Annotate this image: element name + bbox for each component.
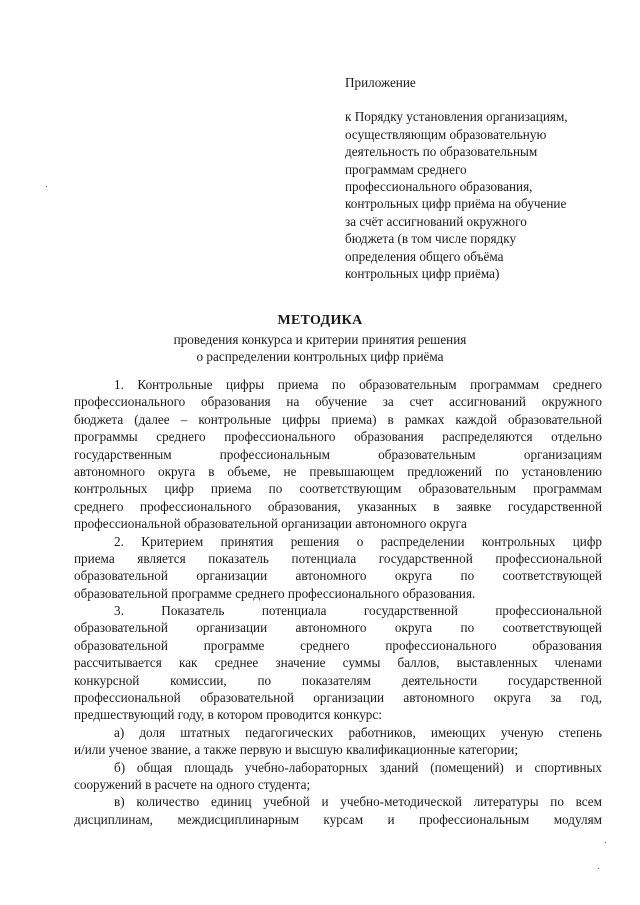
body-line: дисциплинам, междисциплинарным курсам и профессиональным модулям	[74, 811, 602, 827]
body-line: программы среднего профессионального образования распределяются отдельно	[74, 429, 602, 445]
scan-speck	[598, 868, 599, 869]
appendix-line: осуществляющим образовательную	[345, 126, 547, 142]
body-line: 3. Показатель потенциала государственной профессиональной	[114, 603, 602, 619]
body-line: контрольных цифр приема по соответствующим образовательным программам	[74, 481, 602, 497]
body-line: а) доля штатных педагогических работников, имеющих ученую степень	[114, 724, 602, 740]
body-line: 1. Контрольные цифры приема по образовательным программам среднего	[114, 377, 602, 392]
appendix-line: за счёт ассигнований окружного	[345, 213, 527, 229]
body-line: сооружений в расчете на одного студента;	[74, 776, 311, 792]
body-line: конкурсной комиссии, по показателям деятельности государственной	[74, 672, 602, 688]
body-line: и/или ученое звание, а также первую и высшую квалификационные категории;	[74, 742, 519, 758]
body-line: образовательной программе среднего профессионального образования.	[74, 585, 476, 601]
body-line: профессиональной образовательной организации автономного округа	[74, 516, 467, 532]
body-line: 2. Критерием принятия решения о распределении контрольных цифр	[114, 533, 602, 549]
scan-speck	[605, 842, 606, 843]
body-line: профессиональной образовательной организации автономного округа за год,	[74, 690, 602, 706]
appendix-line: бюджета (в том числе порядку	[345, 231, 517, 247]
appendix-line: деятельность по образовательным	[345, 144, 538, 160]
body-line: государственным профессиональным образовательным организациям	[74, 446, 602, 462]
appendix-block	[345, 74, 610, 282]
body-line: образовательной организации автономного округа по соответствующей	[74, 568, 602, 584]
appendix-line: контрольных цифр приёма на обучение	[345, 196, 567, 212]
body-line: образовательной организации автономного округа по соответствующей	[74, 620, 602, 636]
appendix-title: Приложение	[345, 75, 416, 90]
body-line: в) количество единиц учебной и учебно-методической литературы по всем	[114, 794, 602, 810]
body-line: среднего профессионального образования, указанных в заявке государственной	[74, 498, 602, 514]
appendix-line: программам среднего	[345, 161, 467, 177]
body-line: образовательной программе среднего профессионального образования	[74, 637, 602, 653]
body-line: приема является показатель потенциала государственной профессиональной	[74, 550, 602, 566]
appendix-line: контрольных цифр приёма)	[345, 266, 500, 282]
body-line: автономного округа в объеме, не превышающем предложений по установлению	[74, 463, 602, 479]
document-body	[74, 376, 602, 828]
subtitle-line: проведения конкурса и критерии принятия решения	[173, 332, 467, 347]
document-subtitle	[0, 331, 640, 366]
document-title: МЕТОДИКА	[277, 313, 363, 328]
body-line: профессионального образования на обучение за счет ассигнований окружного	[74, 394, 602, 410]
appendix-line: определения общего объёма	[345, 248, 504, 264]
body-line: рассчитывается как среднее значение суммы баллов, выставленных членами	[74, 655, 602, 671]
scan-speck	[46, 186, 47, 187]
body-line: б) общая площадь учебно-лабораторных зданий (помещений) и спортивных	[114, 759, 602, 775]
appendix-line: профессионального образования,	[345, 179, 533, 195]
body-line: предшествующий году, в котором проводится конкурс:	[74, 707, 382, 723]
subtitle-line: о распределении контрольных цифр приёма	[196, 349, 444, 365]
body-line: бюджета (далее – контрольные цифры приема) в рамках каждой образовательной	[74, 411, 602, 427]
appendix-line: к Порядку установления организациям,	[345, 109, 568, 125]
